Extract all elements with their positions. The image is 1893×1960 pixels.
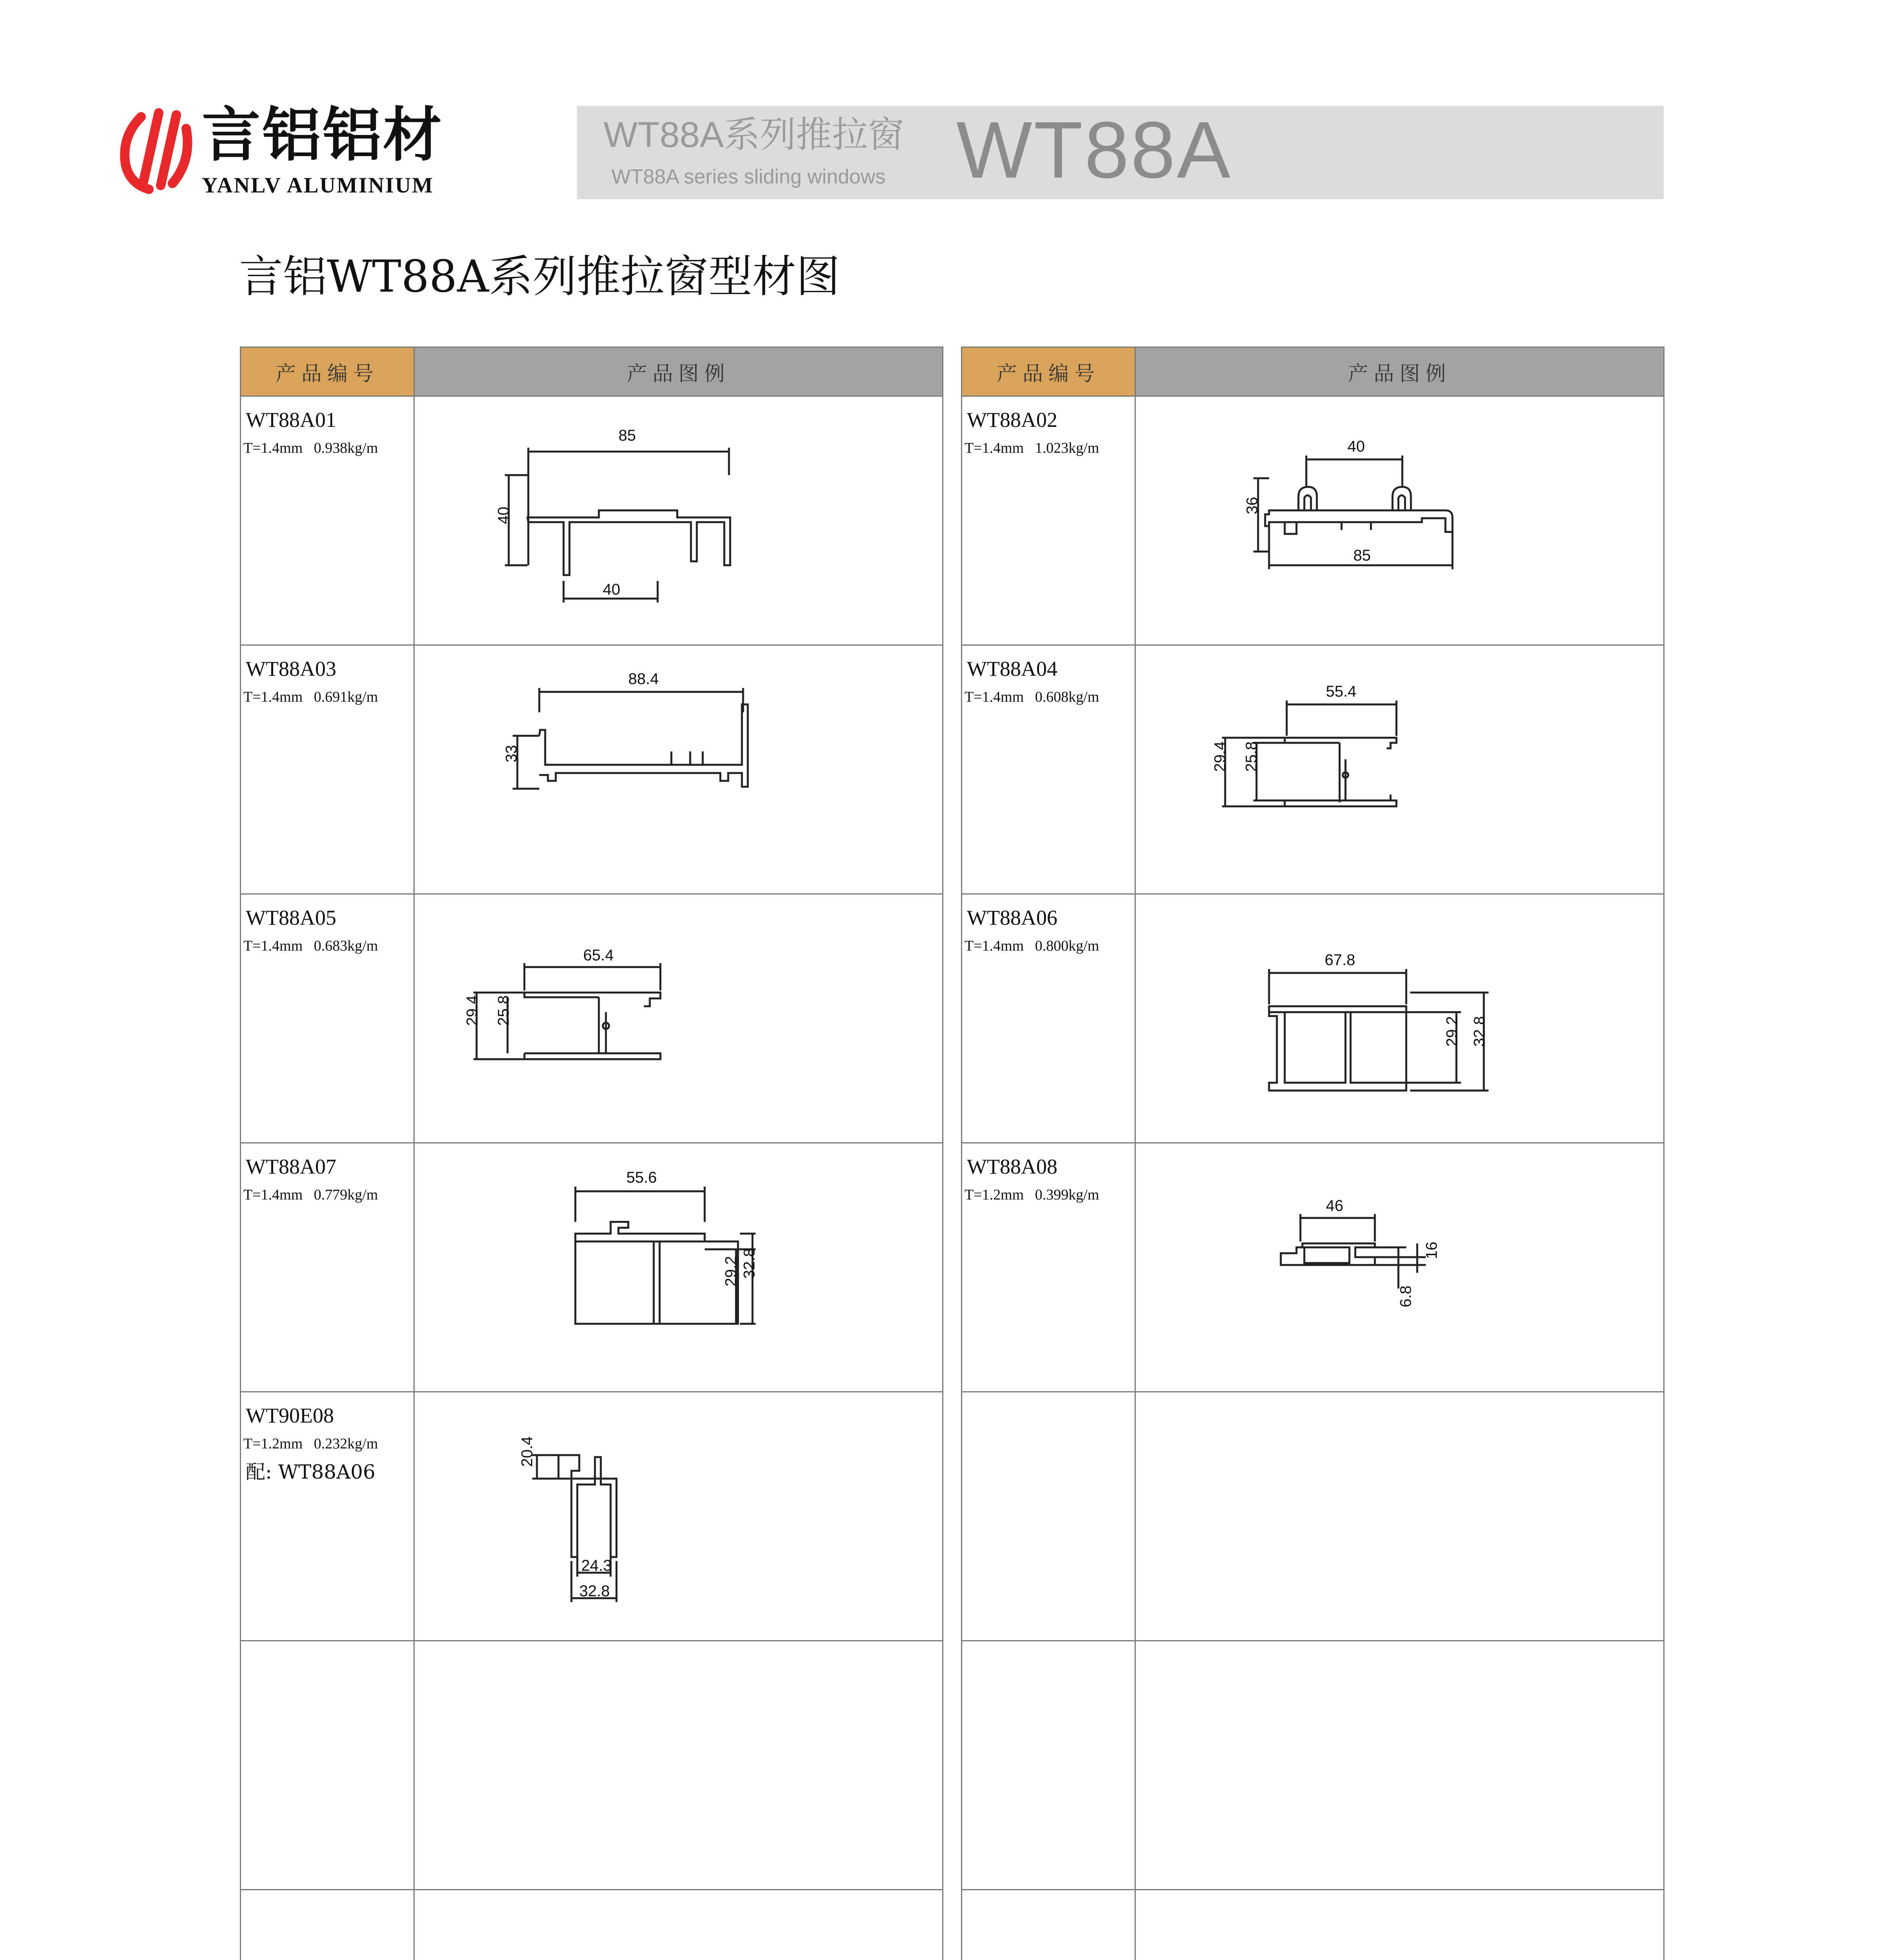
table-row	[962, 1392, 1663, 1641]
product-spec: T=1.4mm 0.779kg/m	[243, 1187, 378, 1203]
dim-label: 65.4	[583, 947, 614, 964]
brand-logo-icon	[114, 105, 196, 197]
product-spec: T=1.4mm 0.691kg/m	[243, 689, 378, 705]
profile-table-right	[961, 347, 1665, 1960]
profile-drawing	[1136, 1143, 1663, 1391]
dim-label: 29.2	[722, 1256, 740, 1287]
profile-drawing	[1136, 646, 1663, 893]
header-code: 产品编号	[962, 348, 1135, 396]
banner-title-cn: WT88A系列推拉窗	[604, 115, 904, 155]
product-spec: T=1.4mm 0.938kg/m	[243, 440, 378, 456]
product-code: WT88A04	[967, 657, 1057, 681]
table-row	[962, 895, 1663, 1143]
product-spec: T=1.4mm 0.608kg/m	[965, 689, 1099, 705]
table-row	[962, 1641, 1663, 1890]
profile-drawing	[415, 895, 942, 1142]
product-spec: T=1.2mm 0.399kg/m	[965, 1187, 1099, 1203]
product-code: WT88A02	[967, 408, 1057, 432]
table-row	[962, 646, 1663, 895]
brand-name-cn: 言铝铝材	[202, 101, 444, 169]
profile-drawing	[1136, 397, 1663, 644]
product-code: WT88A03	[246, 657, 336, 681]
header-image: 产品图例	[413, 348, 942, 396]
table-row	[241, 1392, 942, 1641]
product-spec: T=1.4mm 0.800kg/m	[965, 938, 1099, 954]
product-code: WT88A08	[967, 1155, 1057, 1178]
dim-label: 40	[603, 581, 620, 598]
table-row	[962, 397, 1663, 646]
dim-label: 67.8	[1325, 951, 1355, 969]
dim-label: 46	[1326, 1197, 1344, 1214]
profile-drawing	[415, 1392, 942, 1640]
dim-label: 55.6	[626, 1169, 657, 1186]
dim-label: 16	[1423, 1241, 1440, 1259]
dim-label: 29.2	[1443, 1016, 1461, 1047]
dim-label: 55.4	[1326, 683, 1356, 700]
product-spec: T=1.2mm 0.232kg/m	[243, 1436, 378, 1452]
dim-label: 25.8	[1243, 741, 1260, 772]
table-row	[241, 646, 942, 895]
dim-label: 32.8	[1471, 1016, 1488, 1047]
header-code: 产品编号	[241, 348, 413, 396]
table-row	[241, 1641, 942, 1890]
table-row	[241, 895, 942, 1143]
table-row	[962, 1143, 1663, 1392]
dim-label: 33	[503, 745, 520, 762]
product-code: WT88A01	[246, 408, 336, 432]
profile-drawing	[415, 646, 942, 893]
dim-label: 32.8	[579, 1583, 610, 1600]
dim-label: 40	[495, 506, 512, 524]
table-header	[962, 348, 1663, 397]
dim-label: 85	[618, 427, 636, 444]
banner-model: WT88A	[956, 105, 1232, 195]
dim-label: 40	[1347, 438, 1365, 455]
dim-label: 36	[1244, 497, 1261, 514]
product-code: WT88A06	[967, 906, 1057, 929]
profile-table-left	[240, 347, 943, 1960]
product-code: WT90E08	[246, 1404, 334, 1427]
header-image: 产品图例	[1135, 348, 1663, 396]
dim-label: 25.8	[495, 995, 512, 1026]
dim-label: 24.3	[581, 1557, 612, 1574]
page-title: 言铝WT88A系列推拉窗型材图	[239, 251, 840, 302]
table-row	[241, 397, 942, 646]
dim-label: 85	[1353, 547, 1371, 564]
table-row	[241, 1890, 942, 1960]
banner-title-en: WT88A series sliding windows	[611, 165, 886, 188]
dim-label: 29.4	[1211, 741, 1229, 772]
dim-label: 6.8	[1397, 1285, 1414, 1307]
dim-label: 29.4	[464, 995, 481, 1026]
product-code: WT88A07	[246, 1155, 336, 1178]
profile-drawing	[415, 397, 942, 644]
product-spec: T=1.4mm 0.683kg/m	[243, 938, 378, 954]
brand-name-en: YANLV ALUMINIUM	[202, 173, 434, 198]
table-row	[241, 1143, 942, 1392]
profile-drawing	[1136, 895, 1663, 1142]
dim-label: 32.8	[741, 1248, 758, 1279]
profile-drawing	[415, 1143, 942, 1391]
product-spec: T=1.4mm 1.023kg/m	[965, 440, 1099, 456]
table-header	[241, 348, 942, 397]
dim-label: 20.4	[519, 1436, 536, 1467]
product-code: WT88A05	[246, 906, 336, 929]
dim-label: 88.4	[628, 670, 659, 688]
table-row	[962, 1890, 1663, 1960]
product-match: 配: WT88A06	[246, 1461, 375, 1483]
